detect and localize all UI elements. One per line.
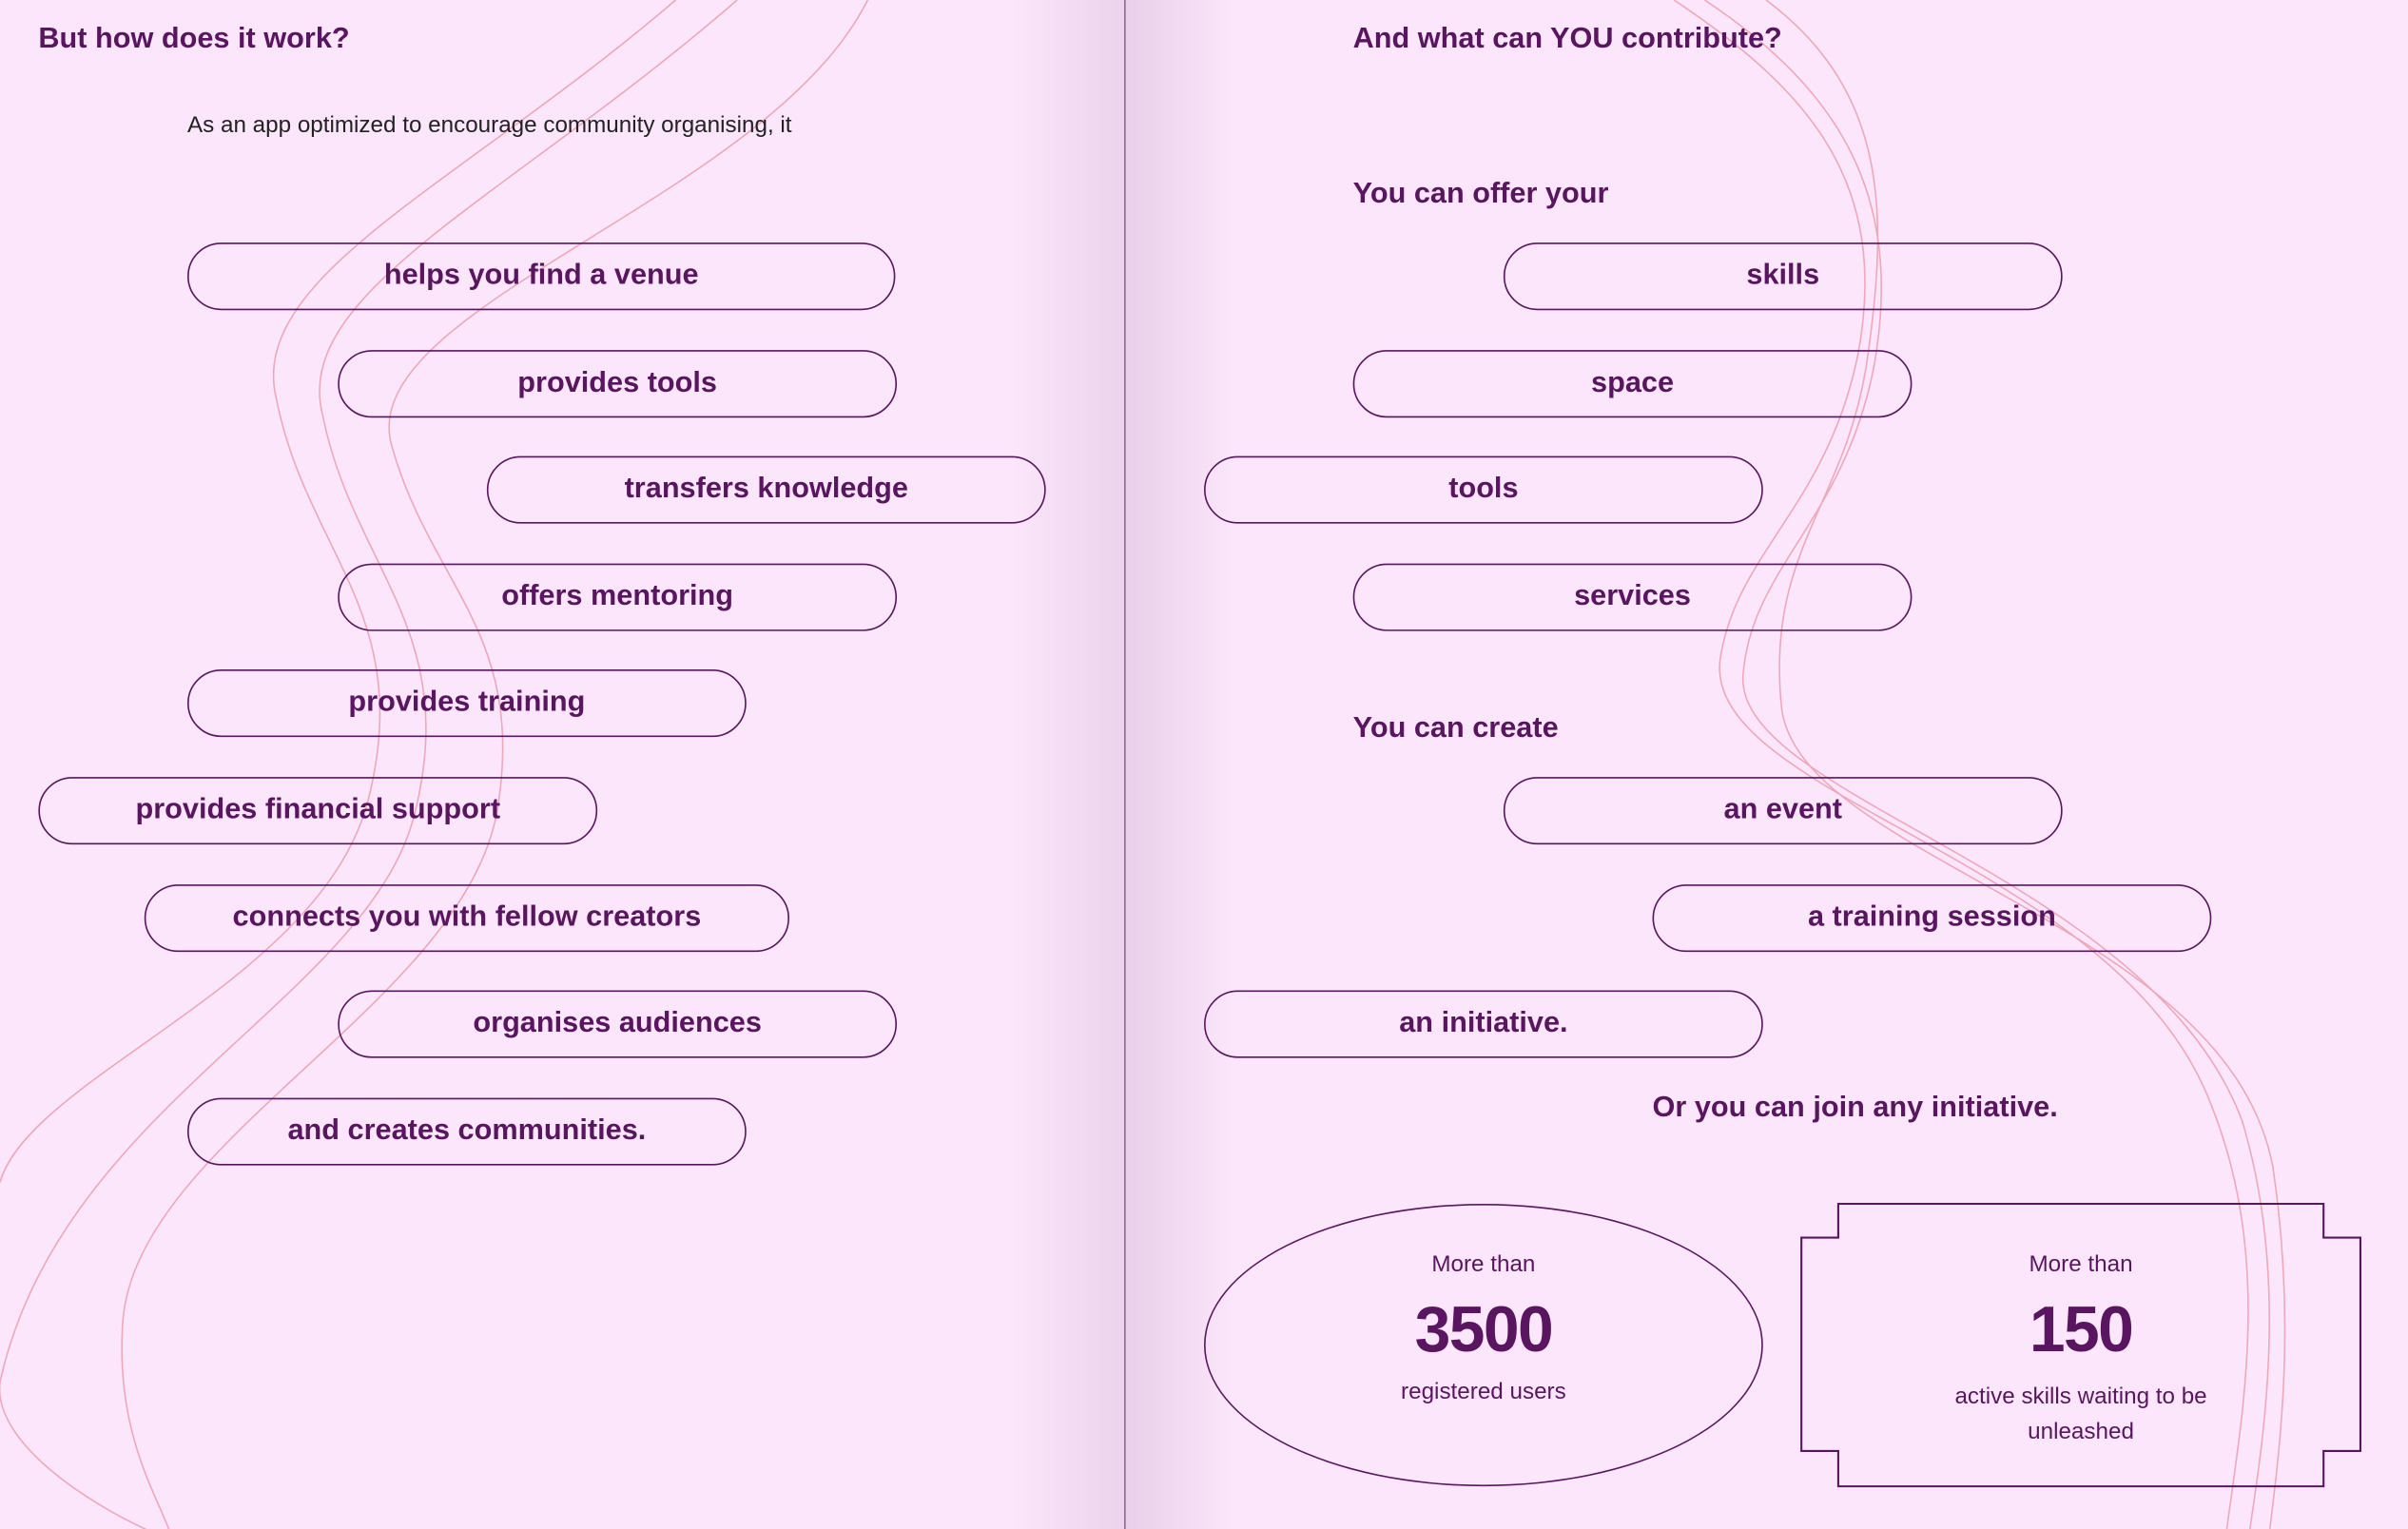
stat-number: 150 xyxy=(2029,1292,2133,1365)
left-page xyxy=(0,0,1124,1529)
offer-pill: space xyxy=(1353,350,1913,417)
offer-pill: tools xyxy=(1204,456,1763,524)
users-stat xyxy=(1204,1251,1763,1404)
stat-prefix: More than xyxy=(1431,1251,1536,1278)
create-pill: a training session xyxy=(1653,884,2212,952)
create-label: You can create xyxy=(1352,712,1559,745)
feature-pill: provides training xyxy=(187,669,747,737)
skills-stat xyxy=(1912,1251,2249,1449)
right-heading: And what can YOU contribute? xyxy=(1352,23,1782,56)
feature-pill: helps you find a venue xyxy=(187,242,895,310)
feature-pill: connects you with fellow creators xyxy=(145,884,789,952)
offer-label: You can offer your xyxy=(1352,178,1609,211)
stat-prefix: More than xyxy=(2029,1251,2133,1278)
feature-pill: and creates communities. xyxy=(187,1098,747,1166)
left-heading: But how does it work? xyxy=(38,23,350,56)
feature-pill: transfers knowledge xyxy=(487,456,1046,524)
join-text: Or you can join any initiative. xyxy=(1652,1092,2058,1125)
offer-pill: services xyxy=(1353,564,1913,631)
feature-pill: offers mentoring xyxy=(338,564,897,631)
feature-pill: organises audiences xyxy=(338,991,897,1058)
offer-pill: skills xyxy=(1504,242,2063,310)
create-pill: an initiative. xyxy=(1204,991,1763,1058)
intro-text: As an app optimized to encourage community organising, it xyxy=(187,111,792,139)
stat-number: 3500 xyxy=(1414,1292,1553,1365)
stat-label: registered users xyxy=(1401,1379,1566,1405)
create-pill: an event xyxy=(1504,777,2063,844)
feature-pill: provides financial support xyxy=(38,777,597,844)
stat-label: active skills waiting to be unleashed xyxy=(1954,1383,2207,1445)
feature-pill: provides tools xyxy=(338,350,897,417)
